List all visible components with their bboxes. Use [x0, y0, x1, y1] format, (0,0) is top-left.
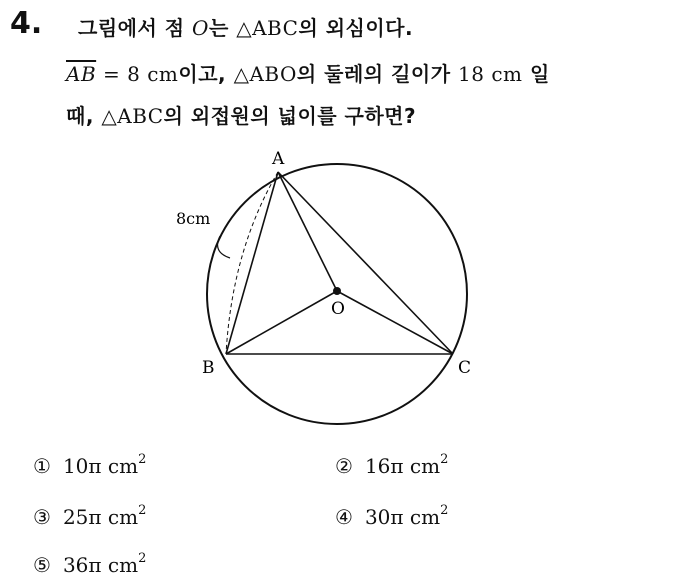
- center-point-o: [333, 287, 341, 295]
- q2-a: 이고,: [178, 62, 234, 86]
- choice-5-number: ⑤: [33, 553, 51, 577]
- question-line-1: [78, 12, 413, 41]
- question-line-3: [66, 100, 416, 129]
- choice-5-exponent: 2: [138, 551, 147, 566]
- vertex-b-label: B: [202, 358, 215, 378]
- choice-1-value: 10π cm: [62, 454, 139, 478]
- q1-prefix: 그림에서 점: [78, 16, 193, 40]
- choice-1-number: ①: [33, 454, 51, 478]
- q1-mid: 는: [208, 16, 237, 40]
- choice-4[interactable]: [335, 503, 448, 529]
- choice-2-exponent: 2: [440, 452, 449, 467]
- triangle-abc-text-2: △ABC: [101, 104, 164, 128]
- segment-ab-text: $\overline{AB}$: [66, 62, 97, 86]
- choice-5[interactable]: [33, 551, 146, 577]
- vertex-a-label: A: [272, 149, 285, 169]
- choice-5-value: 36π cm: [62, 553, 139, 577]
- q2-c: 일: [522, 62, 550, 86]
- choice-1-exponent: 2: [138, 452, 147, 467]
- choice-2[interactable]: [335, 452, 448, 478]
- perimeter-value: 18 cm: [458, 62, 523, 86]
- radius-oa: [278, 172, 337, 291]
- choice-2-number: ②: [335, 454, 353, 478]
- circumcircle-figure: [160, 140, 500, 430]
- choice-4-number: ④: [335, 505, 353, 529]
- q3-a: 때,: [66, 104, 102, 128]
- triangle-abc-text: △ABC: [236, 16, 299, 40]
- triangle-abo-text: △ABO: [233, 62, 297, 86]
- ab-length-text: = 8 cm: [96, 62, 179, 86]
- q1-suffix: 의 외심이다.: [298, 16, 414, 40]
- question-number: 4.: [10, 6, 43, 41]
- radius-oc: [337, 291, 453, 354]
- choice-4-value: 30π cm: [364, 505, 441, 529]
- point-o-text: O: [192, 16, 209, 40]
- question-line-2: [66, 58, 550, 87]
- choice-4-exponent: 2: [440, 503, 449, 518]
- center-o-label: O: [331, 299, 345, 319]
- ab-length-label: 8cm: [176, 209, 211, 228]
- choice-1[interactable]: [33, 452, 146, 478]
- choice-3[interactable]: [33, 503, 146, 529]
- q3-b: 의 외접원의 넓이를 구하면?: [163, 104, 417, 128]
- choice-3-value: 25π cm: [62, 505, 139, 529]
- radius-ob: [226, 291, 337, 354]
- q2-b: 의 둘레의 길이가: [296, 62, 459, 86]
- choice-3-exponent: 2: [138, 503, 147, 518]
- choice-3-number: ③: [33, 505, 51, 529]
- choice-2-value: 16π cm: [364, 454, 441, 478]
- side-ab: [226, 172, 278, 354]
- vertex-c-label: C: [458, 358, 472, 378]
